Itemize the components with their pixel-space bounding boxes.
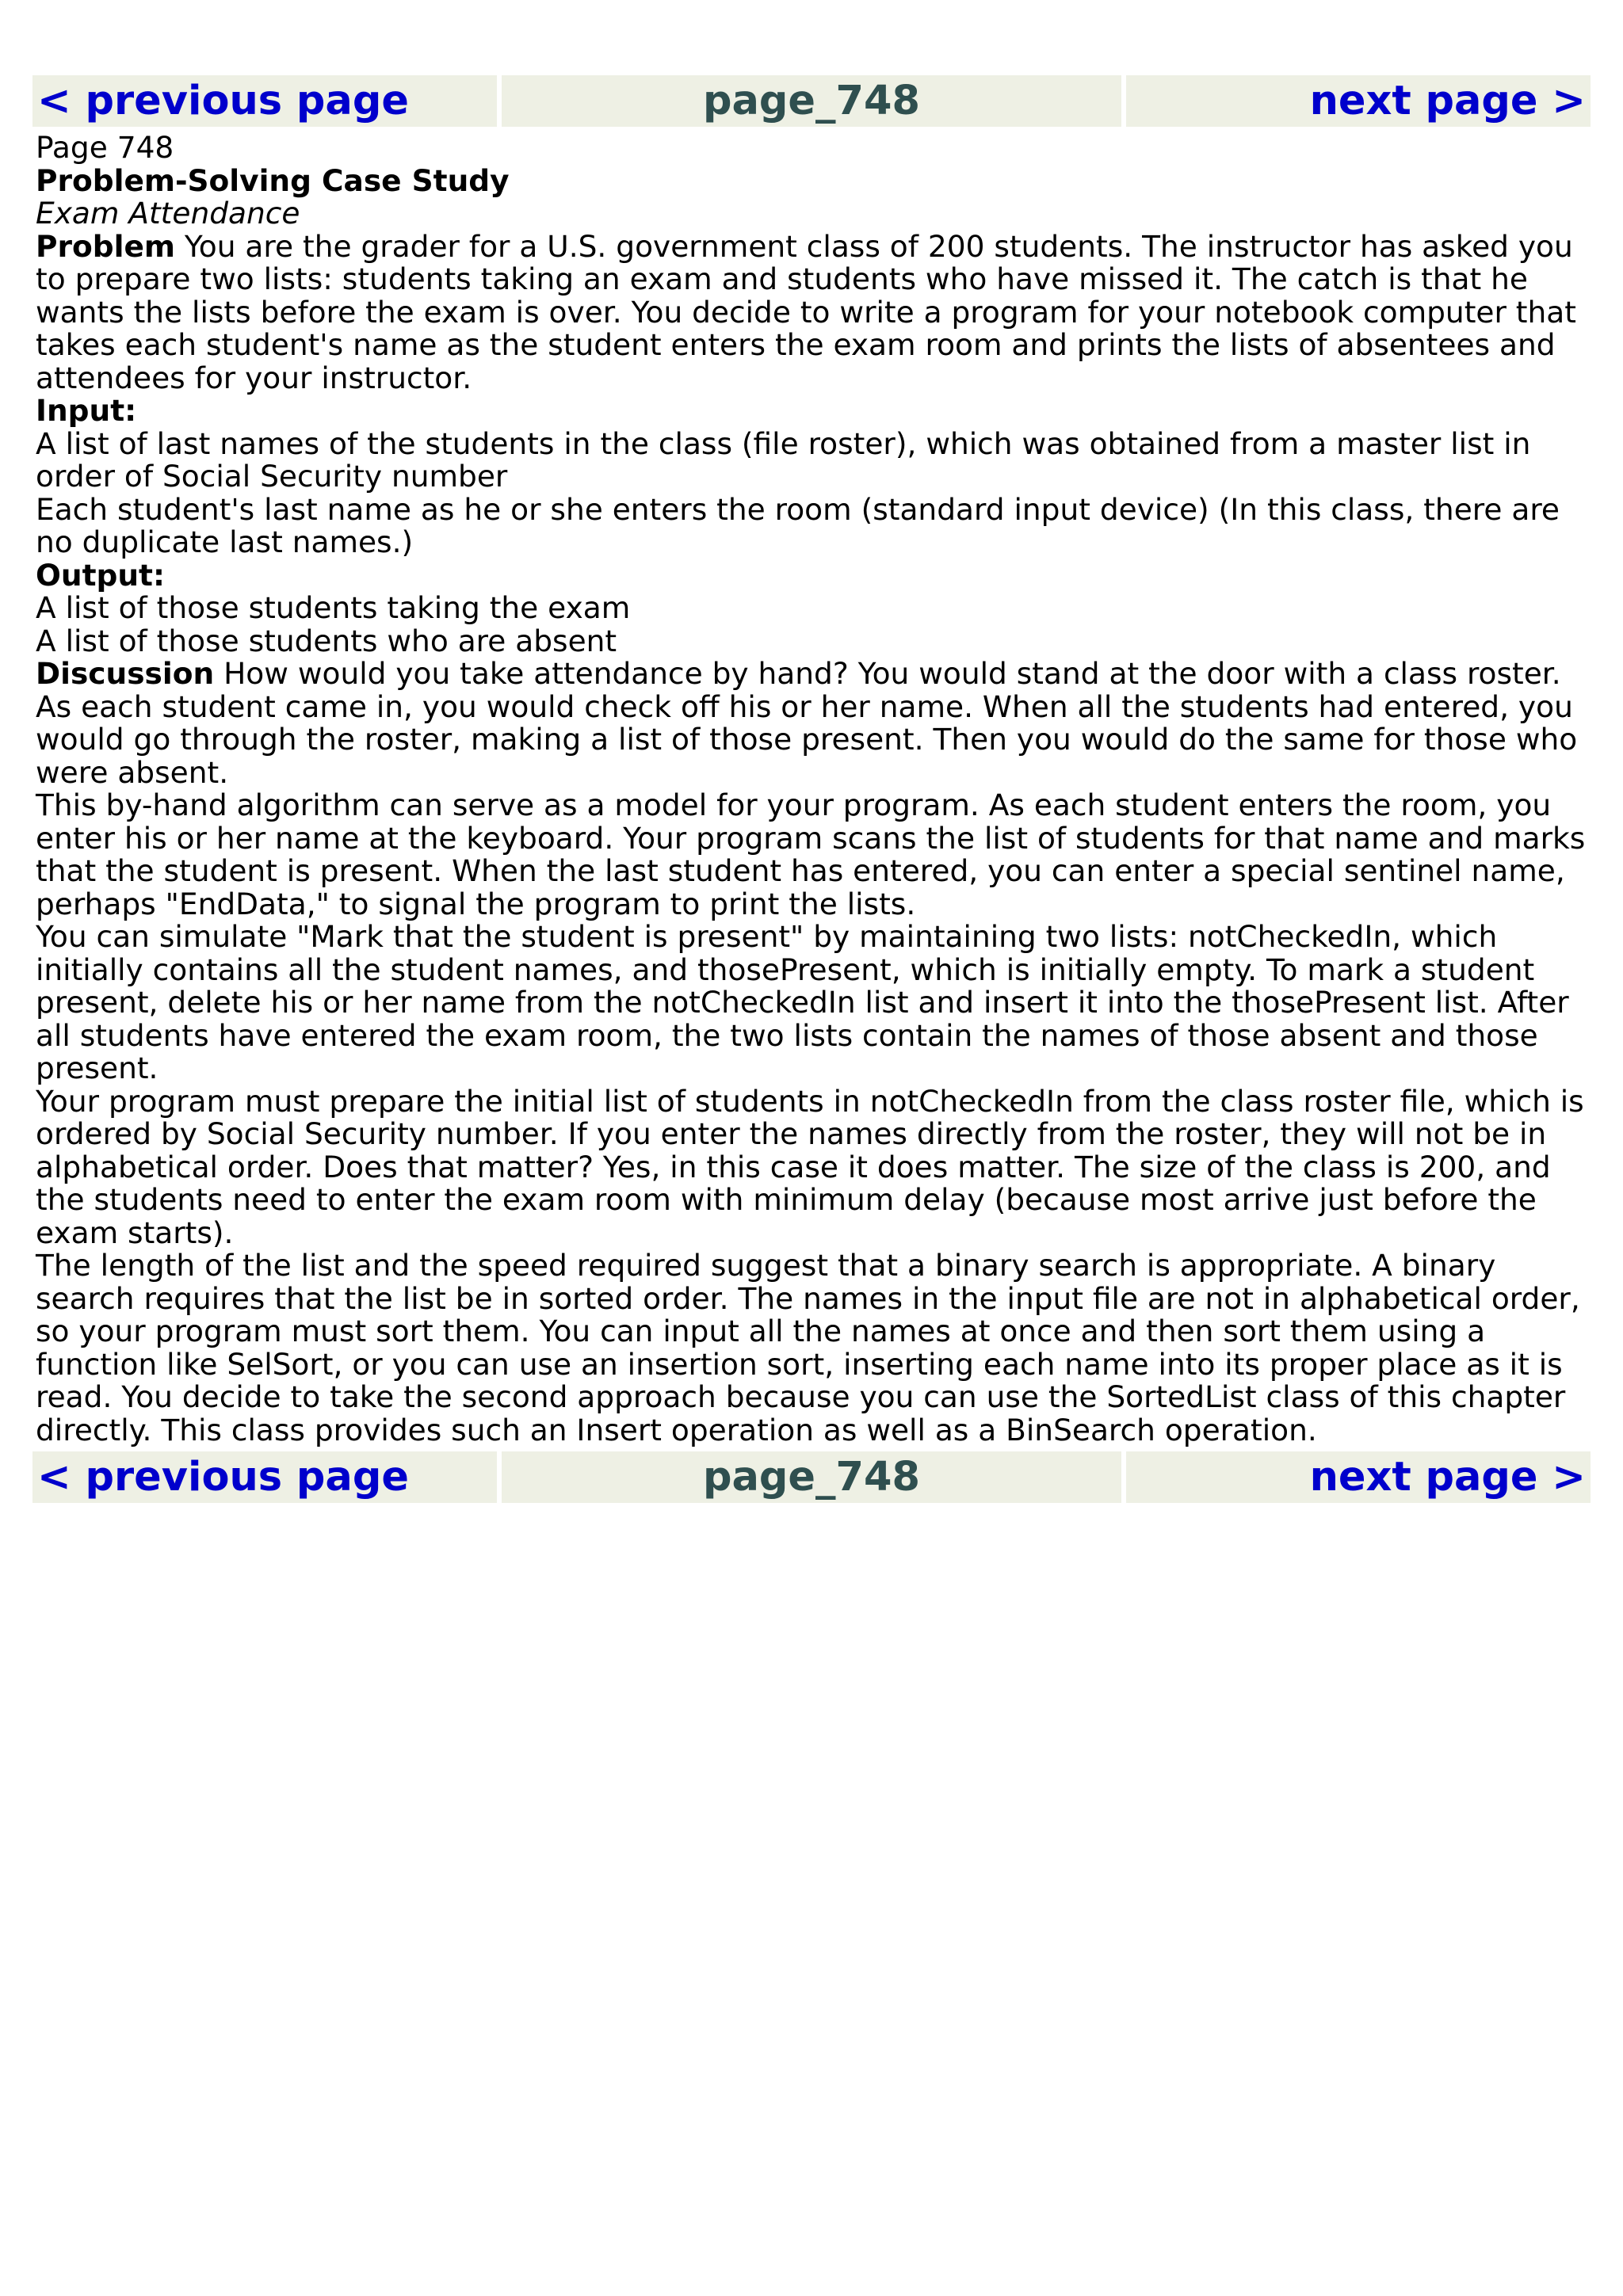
- output-item: A list of those students taking the exam: [36, 590, 631, 625]
- bottom-next-page-link[interactable]: next page >: [1309, 1454, 1586, 1501]
- bottom-page-label: page_748: [502, 1451, 1121, 1503]
- output-heading: Output:: [36, 557, 165, 593]
- problem-paragraph: [36, 228, 1589, 395]
- body-paragraph: Your program must prepare the initial list of students in notCheckedIn from the class roster file, which is ordered by Social Security number. If you enter the names directly from the roster, they will not be in alphabetical order. Does that matter? Yes, in this case it does matter. The size of the class is 200, and the students need to enter the exam room with minimum delay (because most arrive just before the exam starts).: [36, 1083, 1584, 1250]
- body-paragraph: You can simulate "Mark that the student is present" by maintaining two lists: notCheckedIn, which initially contains all the student names, and thosePresent, which is initially empty. To mark a student present, delete his or her name from the notCheckedIn list and insert it into the thosePresent list. After all students have entered the exam room, the two lists contain the names of those absent and those present.: [36, 919, 1569, 1085]
- body-paragraph: The length of the list and the speed required suggest that a binary search is appropriate. A binary search requires that the list be in sorted order. The names in the input file are not in alphabetical order, so your program must sort them. You can input all the names at once and then sort them using a function like SelSort, or you can use an insertion sort, inserting each name into its proper place as it is read. You decide to take the second approach because you can use the SortedList class of this chapter directly. This class provides such an Insert operation as well as a BinSearch operation.: [36, 1248, 1580, 1447]
- page-number: Page 748: [36, 130, 174, 165]
- input-heading: Input:: [36, 393, 137, 428]
- bottom-navigation-bar: [32, 1451, 1591, 1503]
- top-previous-page-link[interactable]: < previous page: [37, 78, 409, 124]
- bottom-next-cell: [1126, 1451, 1591, 1503]
- body-paragraph: This by-hand algorithm can serve as a model for your program. As each student enters the room, you enter his or her name at the keyboard. Your program scans the list of students for that name and marks that the student is present. When the last student has entered, you can enter a special sentinel name, perhaps "EndData," to signal the program to print the lists.: [36, 788, 1586, 921]
- document-page: [32, 75, 1591, 1503]
- top-prev-cell: [32, 75, 497, 127]
- output-item: A list of those students who are absent: [36, 623, 617, 658]
- top-next-page-link[interactable]: next page >: [1309, 78, 1586, 124]
- input-item: A list of last names of the students in the class (file roster), which was obtained from a master list in order of Social Security number: [36, 425, 1531, 494]
- input-item: Each student's last name as he or she enters the room (standard input device) (In this class, there are no duplicate last names.): [36, 491, 1560, 559]
- top-next-cell: [1126, 75, 1591, 127]
- case-study-title: Problem-Solving Case Study: [36, 162, 510, 198]
- page-content: [32, 127, 1591, 1451]
- discussion-text: How would you take attendance by hand? You would stand at the door with a class roster. As each student came in, you would check off his or her name. When all the students had entered, you would go through the roster, making a list of those present. Then you would do the same for those who were absent.: [36, 656, 1578, 790]
- discussion-label: Discussion: [36, 656, 215, 691]
- top-page-label: page_748: [502, 75, 1121, 127]
- case-study-subtitle: Exam Attendance: [36, 196, 300, 231]
- top-navigation-bar: [32, 75, 1591, 127]
- discussion-paragraph: [36, 658, 1589, 789]
- problem-text: You are the grader for a U.S. government class of 200 students. The instructor has asked you to prepare two lists: students taking an exam and students who have missed it. The catch is that he wants the lists before the exam is over. You decide to write a program for your notebook computer that takes each student's name as the student enters the exam room and prints the lists of absentees and attendees for your instructor.: [36, 228, 1576, 395]
- problem-label: Problem: [36, 228, 175, 264]
- bottom-previous-page-link[interactable]: < previous page: [37, 1454, 409, 1501]
- bottom-prev-cell: [32, 1451, 497, 1503]
